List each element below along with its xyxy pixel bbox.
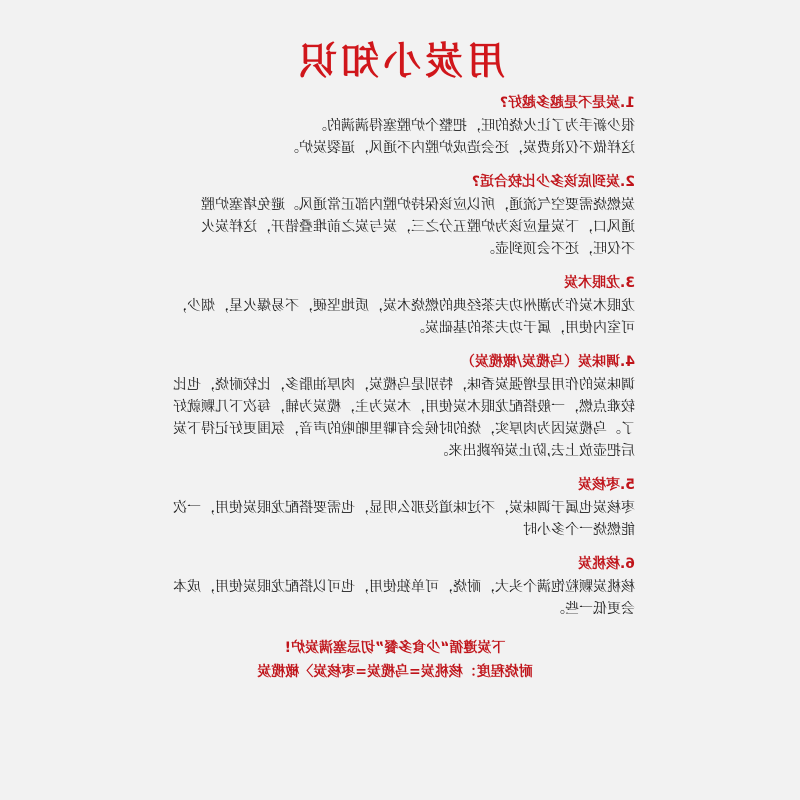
section-text-line: 能燃烧一个多小时 xyxy=(523,522,635,538)
section-heading: 2.炭到底该多少比较合适? xyxy=(471,174,635,190)
section-heading: 1.炭是不是越多越好? xyxy=(499,95,635,111)
footer-line-2: 耐烧程度：核桃炭=乌榄炭=枣核炭〉橄榄炭 xyxy=(257,664,533,680)
section-text-line: 炭燃烧需要空气流通，所以应该保持炉膛内部正常通风。避免堵塞炉膛 xyxy=(201,197,635,213)
footer-line-1: 下炭遵循“少食多餐”切忌塞满炭炉! xyxy=(284,640,506,656)
section-2 xyxy=(155,171,635,260)
section-text-line: 通风口，下炭量应该为炉膛五分之三，炭与炭之前堆叠错开，这样炭火 xyxy=(201,219,635,235)
section-text-line: 这样做不仅浪费炭，还会造成炉膛内不通风，逼裂炭炉。 xyxy=(285,140,635,156)
section-heading: 5.枣核炭 xyxy=(577,477,635,493)
section-text-line: 不仅旺，还不会顶到壶。 xyxy=(481,241,635,257)
section-1 xyxy=(155,92,635,159)
page-title: 用炭小知识 xyxy=(295,39,506,83)
section-5 xyxy=(155,474,635,541)
section-4 xyxy=(155,351,635,462)
section-text-line: 了。乌榄炭因为肉厚实，烧的时候会有噼里啪啦的声音，氛围更好记得下炭 xyxy=(173,421,635,437)
section-text-line: 会更低一些。 xyxy=(551,601,635,617)
section-text-line: 较难点燃，一般搭配龙眼木炭使用，木炭为主，榄炭为辅，每次下几颗就好 xyxy=(173,399,635,415)
section-3 xyxy=(155,272,635,339)
content-body xyxy=(155,92,635,684)
section-text-line: 很少新手为了让火烧的旺，把整个炉膛塞得满满的。 xyxy=(313,118,635,134)
section-text-line: 核桃炭颗粒饱满个头大，耐烧，可单独使用，也可以搭配龙眼炭使用，成本 xyxy=(173,579,635,595)
footer-note xyxy=(155,636,635,684)
section-text-line: 调味炭的作用是增强炭香味，特别是乌榄炭，肉厚油脂多，比较耐烧，也比 xyxy=(173,377,635,393)
section-text-line: 可室内使用，属于功夫茶的基础炭。 xyxy=(411,320,635,336)
section-text-line: 龙眼木炭作为潮州功夫茶经典的燃烧木炭，质地坚硬，不易爆火星，烟少， xyxy=(173,298,635,314)
section-text-line: 后把壶放上去,防止炭碎跳出来。 xyxy=(434,443,635,459)
section-6 xyxy=(155,553,635,620)
section-heading: 3.龙眼木炭 xyxy=(563,275,635,291)
section-text-line: 枣核炭也属于调味炭，不过味道没那么明显，也需要搭配龙眼炭使用，一次 xyxy=(173,500,635,516)
section-heading: 4.调味炭（乌榄炭/橄榄炭） xyxy=(460,354,635,370)
section-heading: 6.核桃炭 xyxy=(577,556,635,572)
